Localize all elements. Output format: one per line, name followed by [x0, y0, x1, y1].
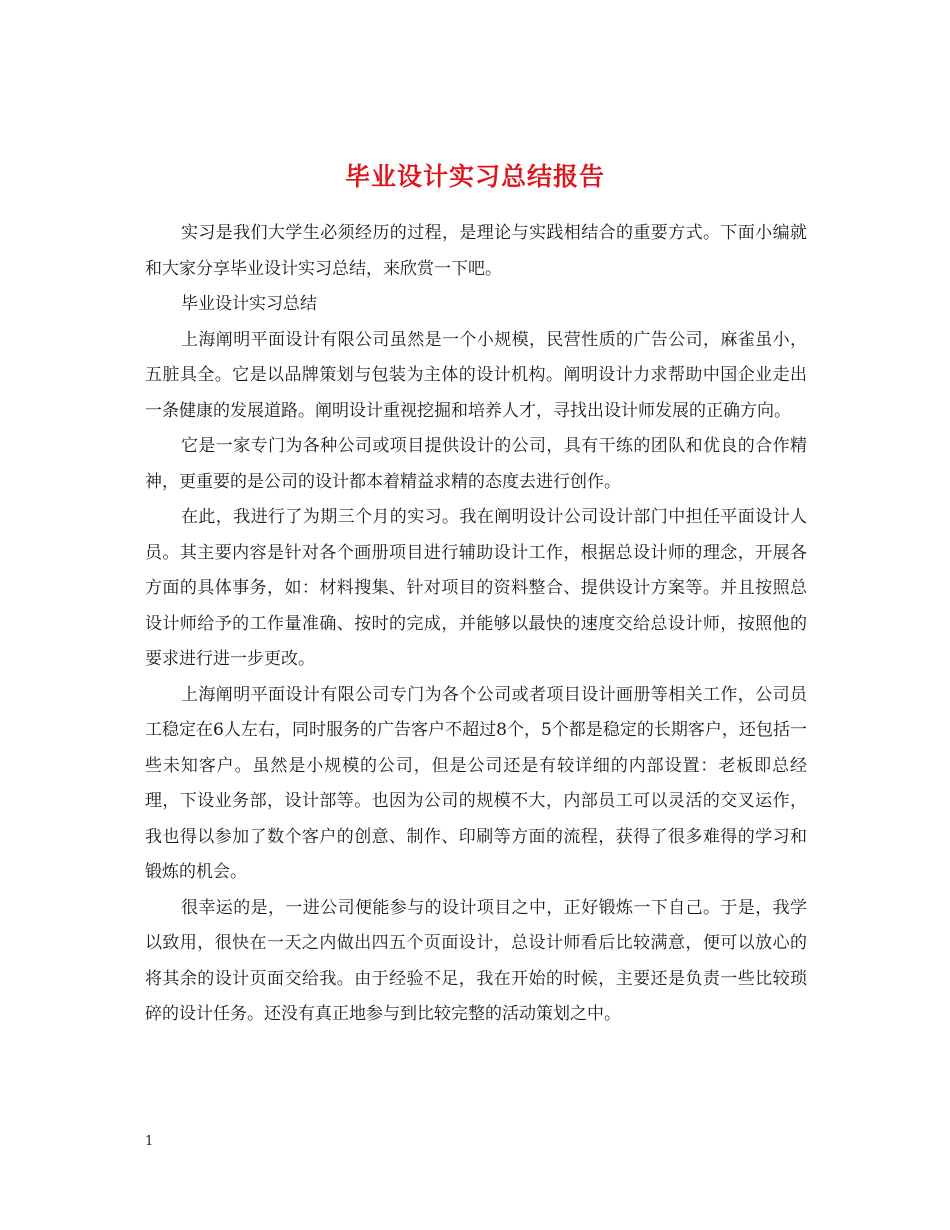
- paragraph-project-experience: 很幸运的是，一进公司便能参与的设计项目之中，正好锻炼一下自己。于是，我学以致用，很快在一天之内做出四五个页面设计，总设计师看后比较满意，便可以放心的将其余的设计页面交给我。由于经验不足，我在开始的时候，主要还是负责一些比较琐碎的设计任务。还没有真正地参与到比较完整的活动策划之中。: [145, 897, 807, 1024]
- paragraph-subheading: 毕业设计实习总结: [181, 294, 317, 314]
- document-title: 毕业设计实习总结报告: [344, 161, 605, 191]
- paragraph-internship-role: 在此，我进行了为期三个月的实习。我在阐明设计公司设计部门中担任平面设计人员。其主要内容是针对各个画册项目进行辅助设计工作，根据总设计师的理念，开展各方面的具体事务，如：材料搜集、针对项目的资料整合、提供设计方案等。并且按照总设计师给予的工作量准确、按时的完成，并能够以最快的速度交给总设计师，按照他的要求进行进一步更改。: [145, 507, 807, 669]
- paragraph-intro: 实习是我们大学生必须经历的过程，是理论与实践相结合的重要方式。下面小编就和大家分享毕业设计实习总结，来欣赏一下吧。: [145, 223, 807, 279]
- document-body: [145, 216, 807, 1033]
- paragraph-company-structure: 上海阐明平面设计有限公司专门为各个公司或者项目设计画册等相关工作，公司员工稳定在6人左右，同时服务的广告客户不超过8个，5个都是稳定的长期客户，还包括一些未知客户。虽然是小规模的公司，但是公司还是有较详细的内部设置：老板即总经理，下设业务部，设计部等。也因为公司的规模不大，内部员工可以灵活的交叉运作，我也得以参加了数个客户的创意、制作、印刷等方面的流程，获得了很多难得的学习和锻炼的机会。: [145, 684, 807, 882]
- paragraph-company-profile: 它是一家专门为各种公司或项目提供设计的公司，具有干练的团队和优良的合作精神，更重要的是公司的设计都本着精益求精的态度去进行创作。: [145, 436, 807, 492]
- paragraph-company-overview: 上海阐明平面设计有限公司虽然是一个小规模，民营性质的广告公司，麻雀虽小，五脏具全。它是以品牌策划与包装为主体的设计机构。阐明设计力求帮助中国企业走出一条健康的发展道路。阐明设计重视挖掘和培养人才，寻找出设计师发展的正确方向。: [145, 329, 807, 421]
- page-number: 1: [145, 1134, 154, 1149]
